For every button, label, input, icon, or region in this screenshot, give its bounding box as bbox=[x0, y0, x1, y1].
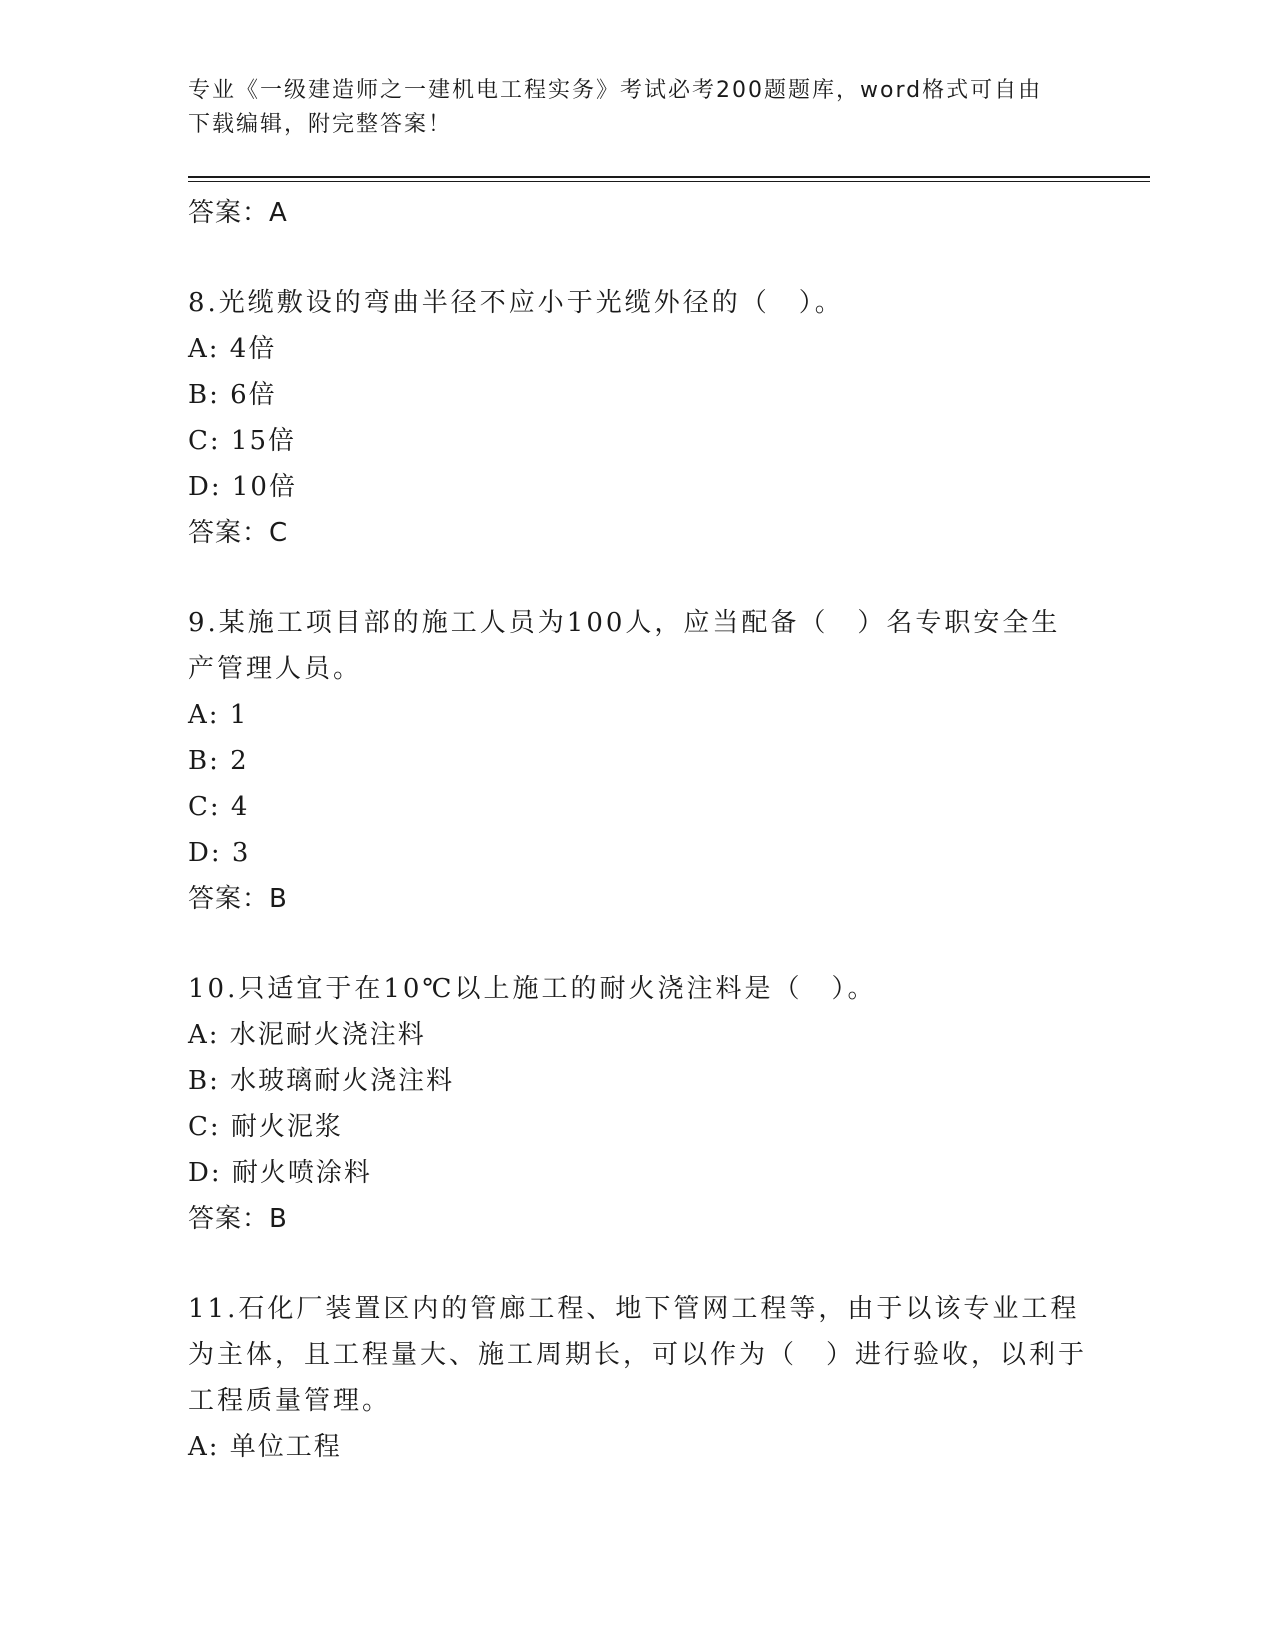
option-a: A: 4倍 bbox=[188, 334, 277, 364]
questions-content bbox=[188, 190, 1088, 1470]
question-block-8 bbox=[188, 280, 1088, 556]
question-text: 11.石化厂装置区内的管廊工程、地下管网工程等，由于以该专业工程为主体，且工程量大、施工周期长，可以作为（ ）进行验收，以利于工程质量管理。 bbox=[188, 1294, 1088, 1416]
previous-answer: 答案：A bbox=[188, 198, 288, 228]
answer-line: 答案：B bbox=[188, 1204, 288, 1234]
answer-line: 答案：B bbox=[188, 884, 288, 914]
option-d: D: 10倍 bbox=[188, 472, 297, 502]
option-c: C: 4 bbox=[188, 792, 250, 822]
option-c: C: 15倍 bbox=[188, 426, 297, 456]
option-a: A: 1 bbox=[188, 700, 249, 730]
header-rule-thick bbox=[188, 176, 1150, 178]
option-a: A: 单位工程 bbox=[188, 1432, 342, 1462]
question-block-10 bbox=[188, 966, 1088, 1242]
option-d: D: 耐火喷涂料 bbox=[188, 1158, 372, 1188]
question-text: 10.只适宜于在10℃以上施工的耐火浇注料是（ ）。 bbox=[188, 974, 877, 1004]
question-text: 9.某施工项目部的施工人员为100人，应当配备（ ）名专职安全生产管理人员。 bbox=[188, 608, 1061, 684]
question-block-9 bbox=[188, 600, 1088, 922]
option-a: A: 水泥耐火浇注料 bbox=[188, 1020, 426, 1050]
option-c: C: 耐火泥浆 bbox=[188, 1112, 343, 1142]
option-b: B: 水玻璃耐火浇注料 bbox=[188, 1066, 455, 1096]
document-header bbox=[188, 74, 1078, 142]
question-text: 8.光缆敷设的弯曲半径不应小于光缆外径的（ ）。 bbox=[188, 288, 844, 318]
option-b: B: 2 bbox=[188, 746, 249, 776]
header-line-2: 下载编辑，附完整答案！ bbox=[188, 112, 453, 137]
header-rule-thin bbox=[188, 181, 1150, 182]
option-d: D: 3 bbox=[188, 838, 251, 868]
header-line-1: 专业《一级建造师之一建机电工程实务》考试必考200题题库，word格式可自由 bbox=[188, 78, 1043, 103]
option-b: B: 6倍 bbox=[188, 380, 277, 410]
question-block-11 bbox=[188, 1286, 1088, 1470]
answer-line: 答案：C bbox=[188, 518, 289, 548]
